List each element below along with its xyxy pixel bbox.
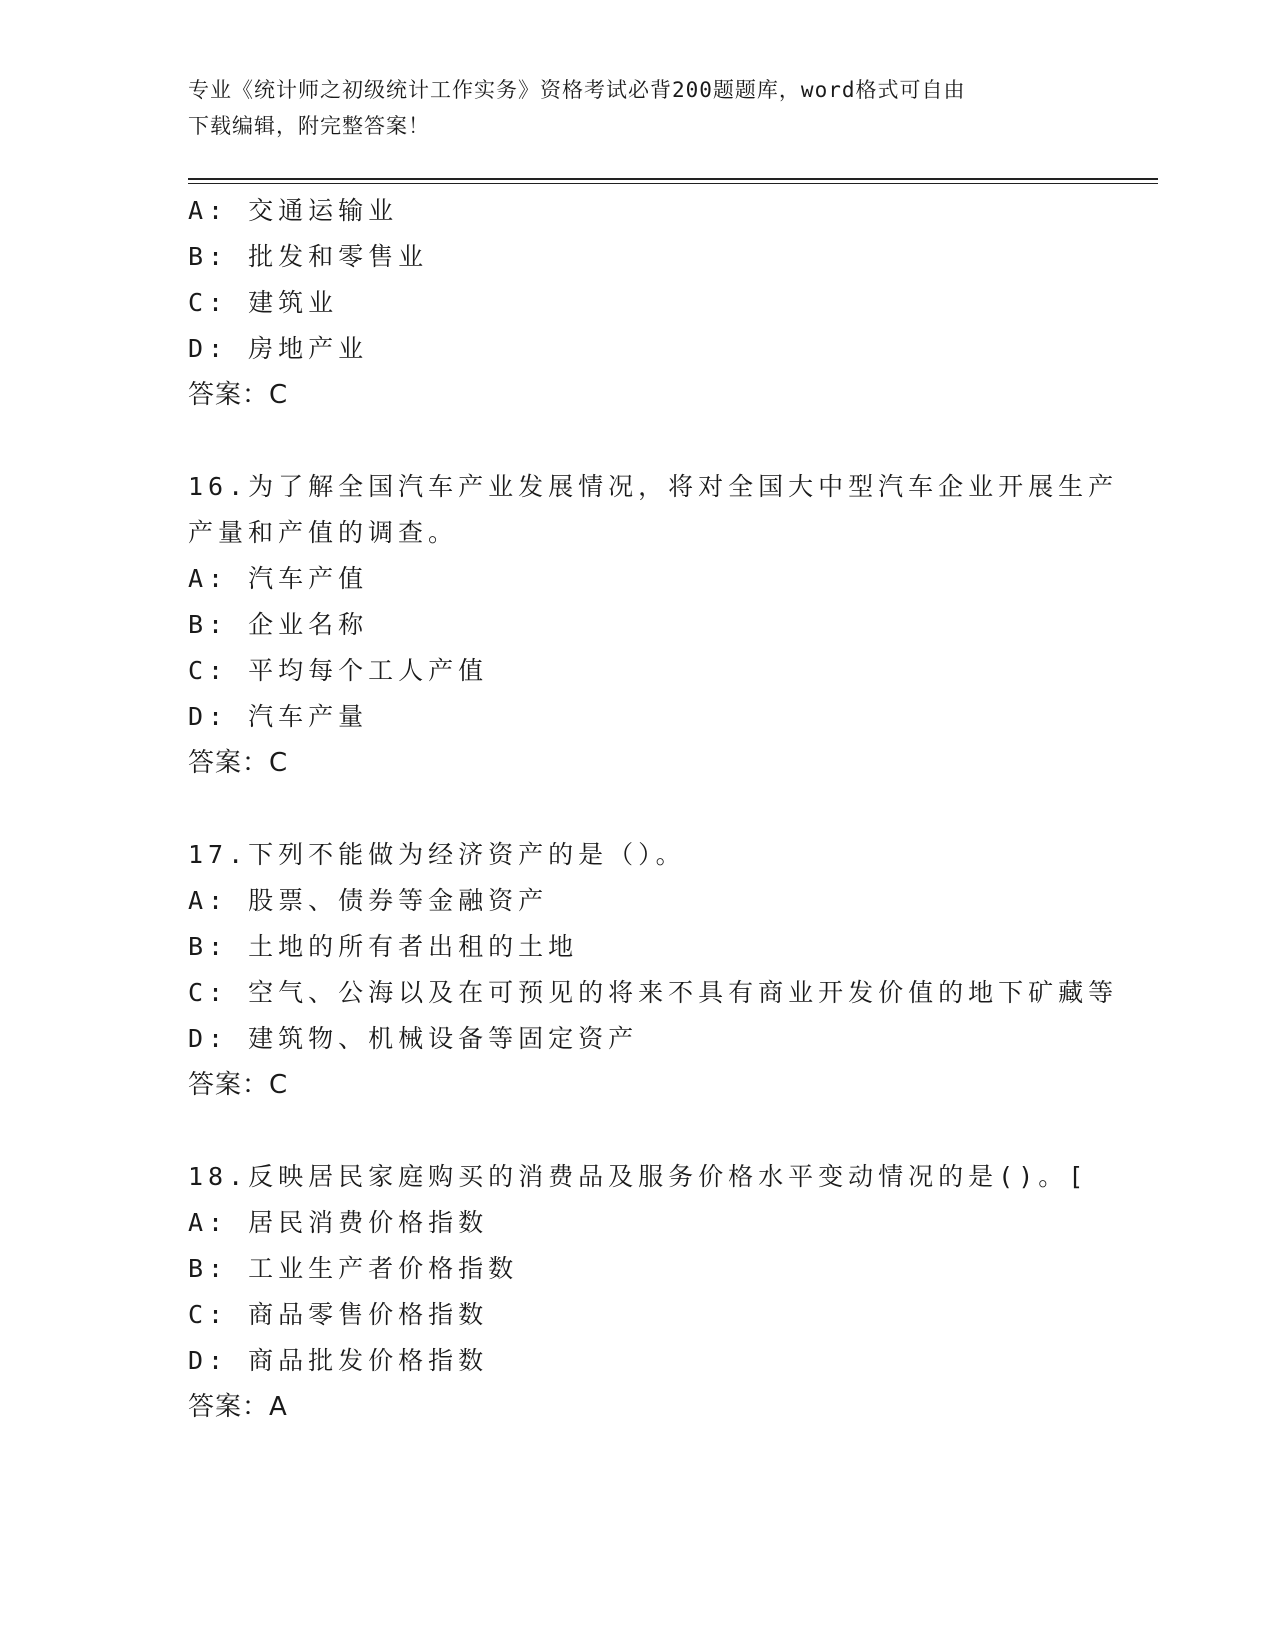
option-d: D: 商品批发价格指数 xyxy=(188,1346,489,1375)
option-c: C: 商品零售价格指数 xyxy=(188,1300,489,1329)
option-a: A: 股票、债券等金融资产 xyxy=(188,886,549,915)
option-a: A: 汽车产值 xyxy=(188,564,369,593)
option-c: C: 建筑业 xyxy=(188,288,339,317)
answer: 答案：A xyxy=(188,1392,288,1422)
question-17 xyxy=(188,832,1188,1108)
option-b: B: 工业生产者价格指数 xyxy=(188,1254,519,1283)
question-stem-line-1: 18.反映居民家庭购买的消费品及服务价格水平变动情况的是()。[ xyxy=(188,1162,1089,1191)
header-line-1: 专业《统计师之初级统计工作实务》资格考试必背200题题库，word格式可自由 xyxy=(188,78,966,102)
option-c: C: 平均每个工人产值 xyxy=(188,656,489,685)
question-list xyxy=(188,188,1188,1430)
option-b: B: 企业名称 xyxy=(188,610,369,639)
option-a: A: 交通运输业 xyxy=(188,196,399,225)
header-line-2: 下载编辑，附完整答案！ xyxy=(188,114,430,138)
question-stem-line-1: 17.下列不能做为经济资产的是（）。 xyxy=(188,840,686,869)
question-18 xyxy=(188,1154,1188,1430)
spacer xyxy=(188,786,1188,832)
option-d: D: 房地产业 xyxy=(188,334,369,363)
answer: 答案：C xyxy=(188,1070,289,1100)
answer: 答案：C xyxy=(188,748,289,778)
option-a: A: 居民消费价格指数 xyxy=(188,1208,489,1237)
document-header xyxy=(188,72,1088,144)
option-b: B: 批发和零售业 xyxy=(188,242,429,271)
header-divider xyxy=(188,178,1158,184)
option-b: B: 土地的所有者出租的土地 xyxy=(188,932,579,961)
question-stem-line-1: 16.为了解全国汽车产业发展情况，将对全国大中型汽车企业开展生产 xyxy=(188,472,1119,501)
answer: 答案：C xyxy=(188,380,289,410)
spacer xyxy=(188,1108,1188,1154)
question-stem-line-2: 产量和产值的调查。 xyxy=(188,518,459,547)
spacer xyxy=(188,418,1188,464)
option-c: C: 空气、公海以及在可预见的将来不具有商业开发价值的地下矿藏等 xyxy=(188,978,1119,1007)
question-16 xyxy=(188,464,1188,786)
option-d: D: 汽车产量 xyxy=(188,702,369,731)
option-d: D: 建筑物、机械设备等固定资产 xyxy=(188,1024,639,1053)
question-15 xyxy=(188,188,1188,418)
